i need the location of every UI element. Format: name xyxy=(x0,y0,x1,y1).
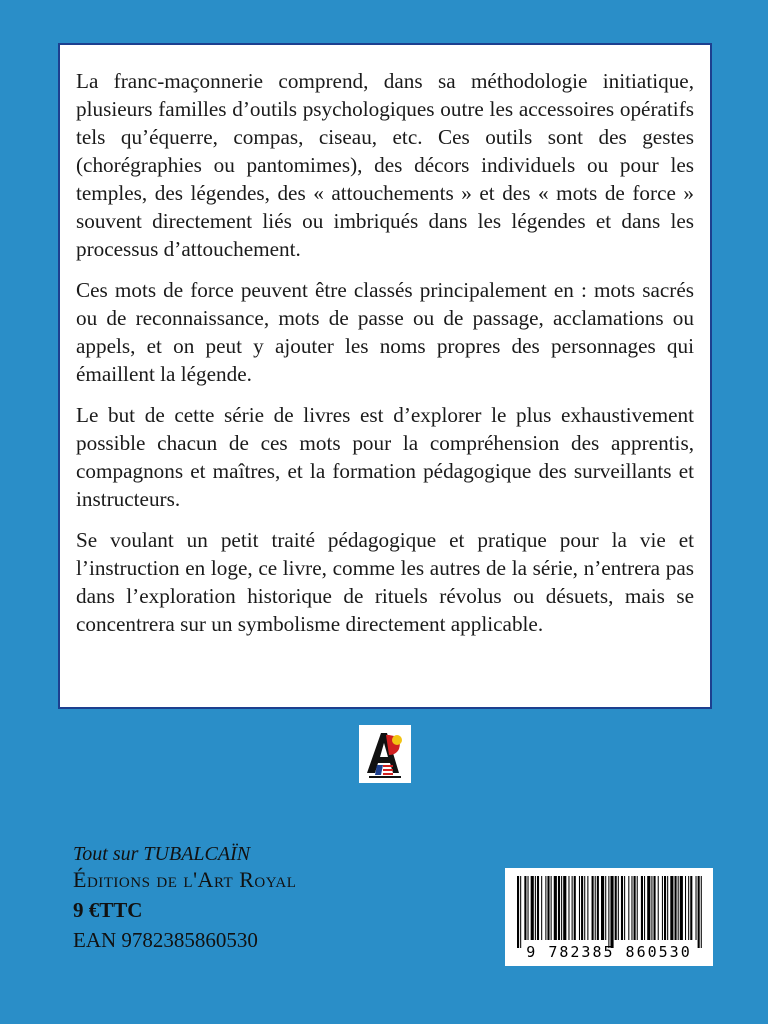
barcode-bar xyxy=(535,876,536,940)
barcode-bar xyxy=(597,876,599,940)
series-name: Tout sur TUBALCAÏN xyxy=(73,843,251,865)
barcode-bar xyxy=(610,876,613,948)
barcode-bar xyxy=(664,876,666,940)
barcode-bar xyxy=(561,876,562,940)
barcode-bar xyxy=(688,876,689,940)
barcode-bar xyxy=(551,876,552,940)
paragraph-3: Le but de cette série de livres est d’explorer le plus exhaustivement possible chacun de ces mots pour la compréhension des apprentis, compagnons et maîtres, et la formation pédagogique des surveillants et instructeurs. xyxy=(76,403,694,511)
barcode-bar xyxy=(615,876,617,940)
barcode-bar xyxy=(696,876,697,940)
publisher-logo-icon xyxy=(359,725,411,783)
barcode-bar xyxy=(528,876,529,940)
barcode-bar xyxy=(574,876,576,940)
barcode-bar xyxy=(579,876,580,940)
barcode-bar xyxy=(631,876,632,940)
barcode-bar xyxy=(554,876,557,940)
barcode-bar xyxy=(558,876,560,940)
barcode-bar xyxy=(601,876,604,940)
barcode xyxy=(505,868,713,966)
barcode-bar xyxy=(644,876,645,940)
barcode-bar xyxy=(621,876,623,940)
ean-number: EAN 9782385860530 xyxy=(73,928,258,952)
barcode-bar xyxy=(618,876,619,940)
barcode-bar xyxy=(541,876,542,940)
barcode-bar xyxy=(624,876,625,940)
barcode-bar xyxy=(520,876,521,948)
barcode-bar xyxy=(628,876,629,940)
barcode-bar xyxy=(685,876,686,940)
price: 9 €TTC xyxy=(73,898,143,922)
barcode-bar xyxy=(654,876,656,940)
barcode-bar xyxy=(637,876,638,940)
barcode-bar xyxy=(605,876,606,940)
barcode-bar xyxy=(531,876,534,940)
barcode-bar xyxy=(545,876,546,940)
paragraph-4: Se voulant un petit traité pédagogique et pratique pour la vie et l’instruction en loge, ce livre, comme les autres de la série, n’entrera pas dans l’exploration historique de rituels révolus ou désuets, mais se concentrera sur un symbolisme directement applicable. xyxy=(76,528,694,636)
barcode-bar xyxy=(658,876,659,940)
barcode-bar xyxy=(647,876,650,940)
barcode-bar xyxy=(572,876,573,940)
barcode-bar xyxy=(634,876,636,940)
barcode-bar xyxy=(547,876,549,940)
paragraph-1: La franc-maçonnerie comprend, dans sa méthodologie initiatique, plusieurs familles d’outils psychologiques outre les accessoires opératifs tels qu’équerre, compas, ciseau, etc. Ces outils sont des gestes (chorégraphies ou pantomimes), des décors individuels ou pour les temples, des légendes, des « attouchements » et des « mots de force » souvent directement liés ou imbriqués dans les légendes et dans les processus d’attouchement. xyxy=(76,69,694,261)
barcode-bar xyxy=(651,876,652,940)
barcode-bar xyxy=(524,876,526,940)
barcode-bar xyxy=(678,876,679,940)
barcode-bar xyxy=(517,876,519,948)
barcode-bar xyxy=(690,876,692,940)
barcode-bar xyxy=(670,876,673,940)
barcode-digits: 9 782385 860530 xyxy=(526,943,692,961)
back-cover-text-box xyxy=(58,43,712,709)
barcode-bar xyxy=(587,876,588,940)
barcode-bar xyxy=(595,876,596,940)
barcode-bar xyxy=(581,876,583,940)
barcode-bar xyxy=(537,876,539,940)
barcode-bar xyxy=(701,876,702,948)
barcode-bar xyxy=(680,876,683,940)
barcode-bar xyxy=(641,876,643,940)
barcode-bar xyxy=(675,876,677,940)
barcode-bar xyxy=(584,876,585,940)
publisher-name: Éditions de l'Art Royal xyxy=(73,867,297,892)
paragraph-2: Ces mots de force peuvent être classés principalement en : mots sacrés ou de reconnaissance, mots de passe ou de passage, acclamations ou appels, et on peut y ajouter les noms propres des personnages qui émaillent la légende. xyxy=(76,278,694,386)
barcode-bar xyxy=(568,876,569,940)
barcode-bar xyxy=(608,876,609,948)
barcode-bar xyxy=(662,876,663,940)
barcode-bar xyxy=(667,876,668,940)
imprint-block xyxy=(73,842,296,954)
barcode-bar xyxy=(592,876,594,940)
barcode-bar xyxy=(698,876,700,948)
barcode-bar xyxy=(563,876,566,940)
